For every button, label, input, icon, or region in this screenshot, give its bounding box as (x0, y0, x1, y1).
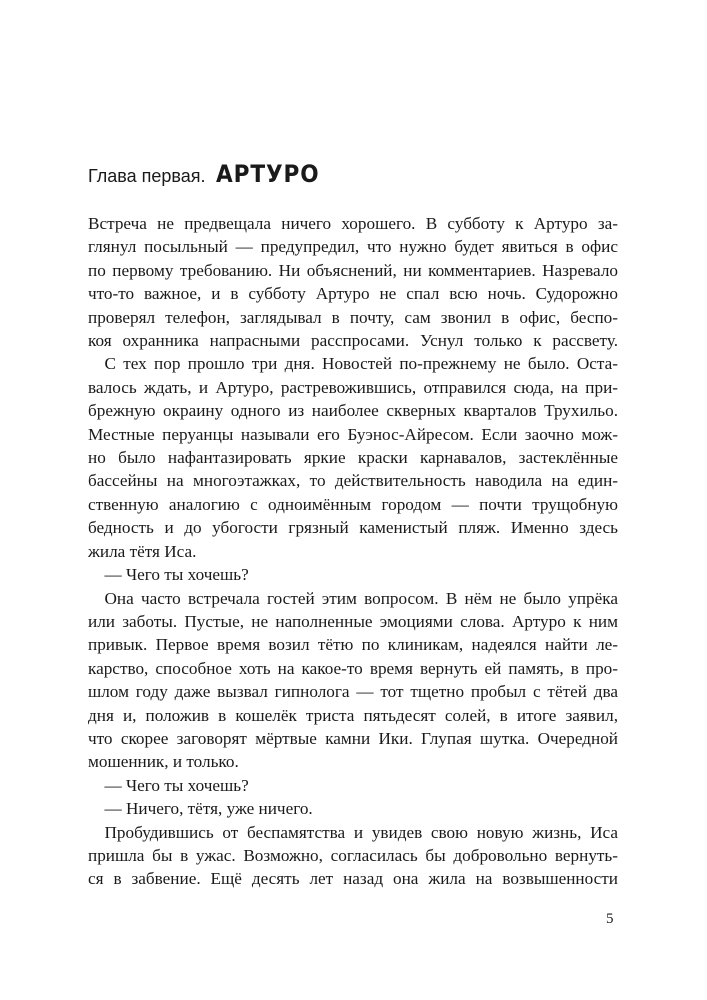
text-line: проверял телефон, заглядывал в почту, сам звонил в офис, беспо- (88, 307, 618, 327)
text-line: ся в забвение. Ещё десять лет назад она жила на возвышенности (88, 869, 618, 889)
text-line: глянул посыльный — предупредил, что нужно будет явиться в офис (88, 237, 618, 257)
text-line: Она часто встречала гостей этим вопросом. В нём не было упрёка (104, 588, 618, 608)
chapter-heading (88, 160, 331, 188)
text-line: но было нафантазировать яркие краски карнавалов, застеклённые (88, 448, 618, 468)
text-line: или заботы. Пустые, не наполненные эмоциями слова. Артуро к ним (88, 611, 618, 631)
text-line: по первому требованию. Ни объяснений, ни комментариев. Назревало (88, 260, 618, 280)
text-line: Местные перуанцы называли его Буэнос-Айресом. Если заочно мож- (88, 424, 618, 444)
text-line: мошенник, и только. (88, 752, 239, 772)
text-line: что скорее заговорят мёртвые камни Ики. Глупая шутка. Очередной (88, 728, 618, 748)
text-line: — Чего ты хочешь? (104, 775, 249, 795)
text-line: валось ждать, и Артуро, растревожившись, отправился сюда, на при- (88, 377, 618, 397)
text-line: Пробудившись от беспамятства и увидев свою новую жизнь, Иса (104, 822, 618, 842)
text-line: что-то важное, и в субботу Артуро не спал всю ночь. Судорожно (88, 284, 618, 304)
text-line: С тех пор прошло три дня. Новостей по-прежнему не было. Оста- (104, 354, 618, 374)
text-line: — Чего ты хочешь? (104, 565, 249, 585)
text-line: ственную аналогию с одноимённым городом — почти трущобную (88, 494, 618, 514)
text-line: брежную окраину одного из наиболее скверных кварталов Трухильо. (88, 401, 618, 421)
text-line: — Ничего, тётя, уже ничего. (104, 799, 313, 819)
text-line: пришла бы в ужас. Возможно, согласилась бы добровольно вернуть- (88, 845, 618, 865)
page-number: 5 (606, 911, 614, 927)
text-line: жила тётя Иса. (88, 541, 197, 561)
text-line: дня и, положив в кошелёк триста пятьдесят солей, в итоге заявил, (88, 705, 618, 725)
text-line: бассейны на многоэтажках, то действительность наводила на един- (88, 471, 618, 491)
text-line: привык. Первое время возил тётю по клиникам, надеялся найти ле- (88, 635, 618, 655)
chapter-label: Глава первая. (88, 166, 206, 186)
text-line: коя охранника напрасными расспросами. Уснул только к рассвету. (88, 331, 618, 351)
text-line: шлом году даже вызвал гипнолога — тот тщетно пробыл с тётей два (88, 682, 618, 702)
text-line: Встреча не предвещала ничего хорошего. В субботу к Артуро за- (88, 214, 618, 233)
text-line: карство, способное хоть на какое-то время вернуть ей память, в про- (88, 658, 618, 678)
body-text (88, 212, 618, 891)
chapter-title: АРТУРО (215, 160, 320, 188)
text-line: бедность и до убогости грязный каменистый пляж. Именно здесь (88, 518, 618, 538)
